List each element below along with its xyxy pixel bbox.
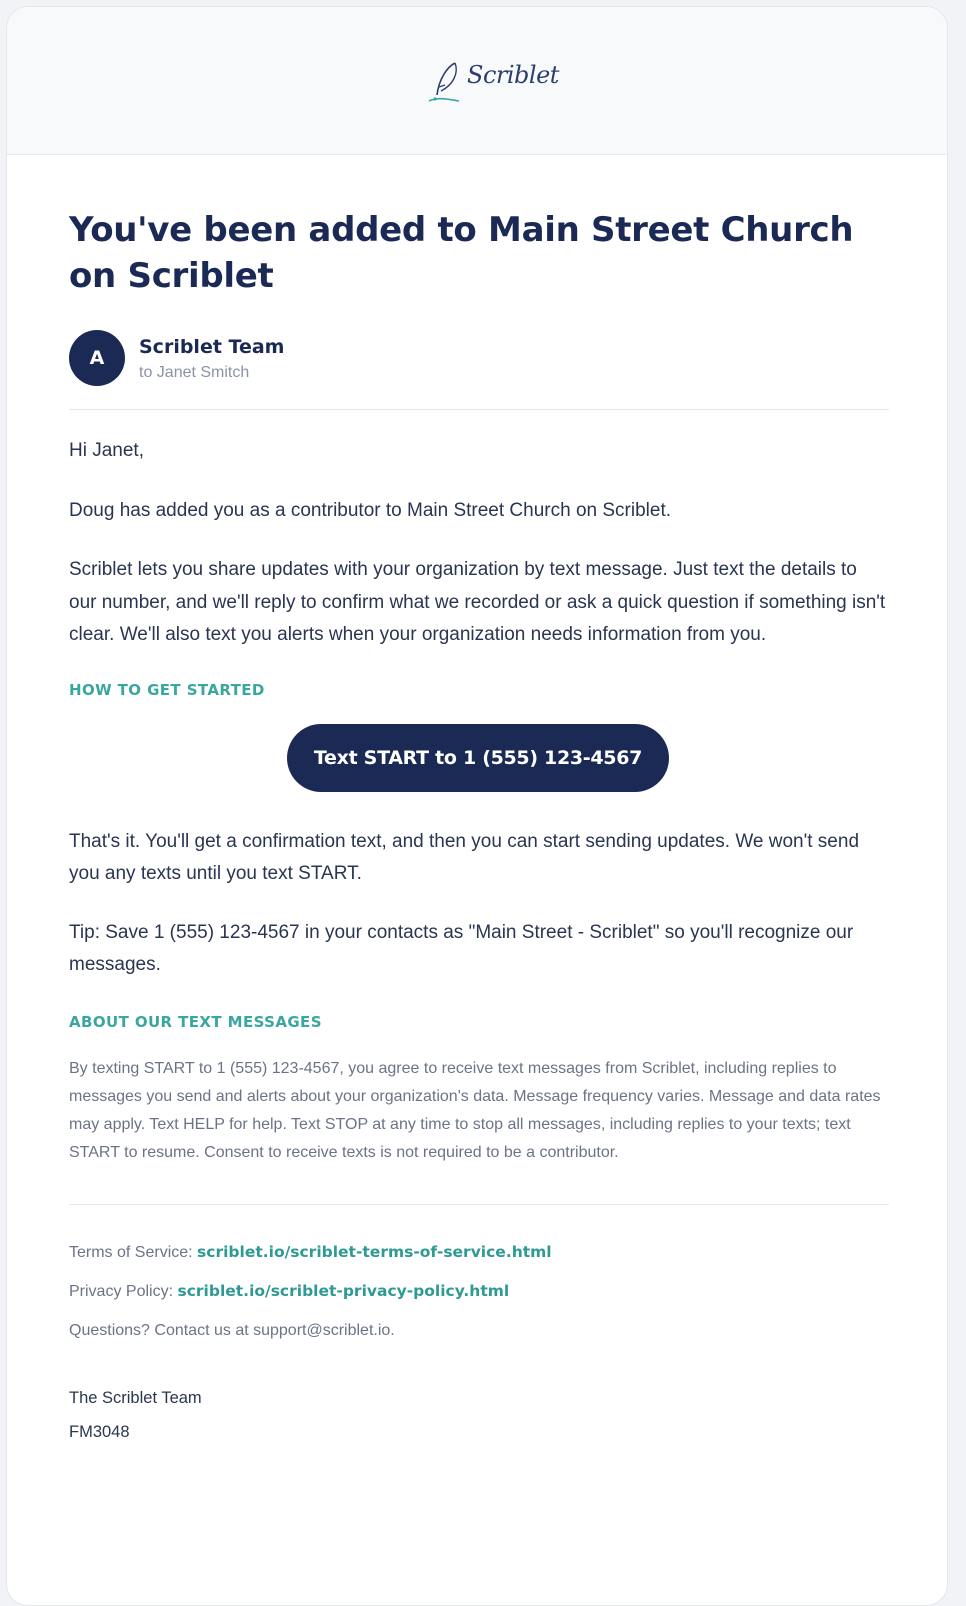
- recipient-line: to Janet Smitch: [139, 363, 250, 381]
- greeting: Hi Janet,: [69, 440, 144, 461]
- terms-link[interactable]: scriblet.io/scriblet-terms-of-service.html: [197, 1242, 552, 1261]
- reference-code: FM3048: [69, 1422, 130, 1441]
- scriblet-logo: [425, 57, 559, 107]
- sms-consent-text: By texting START to 1 (555) 123-4567, you agree to receive text messages from Scriblet, including replies to messages you send and alerts about your organization's data. Message frequency varies. Message and data rates may apply. Text HELP for help. Text STOP at any time to stop all messages, including replies to your texts; text START to resume. Consent to receive texts is not required to be a contributor.: [69, 1059, 881, 1162]
- sms-heading: ABOUT OUR TEXT MESSAGES: [69, 1012, 322, 1031]
- quill-icon: [425, 57, 469, 107]
- intro-paragraph: Doug has added you as a contributor to Main Street Church on Scriblet.: [69, 499, 672, 521]
- email-content: [69, 207, 889, 1443]
- how-to-heading: HOW TO GET STARTED: [69, 680, 265, 699]
- sender-name: Scriblet Team: [139, 335, 285, 358]
- email-header: [7, 7, 947, 155]
- terms-line: [69, 1241, 889, 1264]
- sender-block: [69, 327, 889, 389]
- sender-info: [139, 335, 284, 382]
- logo-wordmark: Scriblet: [467, 61, 559, 89]
- footer-divider: [69, 1204, 889, 1205]
- privacy-link[interactable]: scriblet.io/scriblet-privacy-policy.html: [177, 1281, 510, 1300]
- questions-line: Questions? Contact us at support@scriblet.io.: [69, 1321, 395, 1339]
- signoff: The Scriblet Team: [69, 1388, 202, 1407]
- confirmation-paragraph: That's it. You'll get a confirmation text, and then you can start sending updates. We won't send you any texts until you text START.: [69, 830, 860, 884]
- text-start-button[interactable]: Text START to 1 (555) 123-4567: [287, 724, 669, 792]
- privacy-label: Privacy Policy:: [69, 1282, 174, 1300]
- tip-paragraph: Tip: Save 1 (555) 123-4567 in your contacts as "Main Street - Scriblet" so you'll recognize our messages.: [69, 921, 854, 975]
- email-card: [6, 6, 948, 1606]
- divider: [69, 409, 889, 410]
- email-title: You've been added to Main Street Church on Scriblet: [69, 210, 854, 296]
- privacy-line: [69, 1280, 889, 1303]
- terms-label: Terms of Service:: [69, 1243, 193, 1261]
- description-paragraph: Scriblet lets you share updates with your organization by text message. Just text the details to our number, and we'll reply to confirm what we recorded or ask a quick question if something isn't clear. We'll also text you alerts when your organization needs information from you.: [69, 559, 886, 645]
- avatar: A: [69, 330, 125, 386]
- cta-wrap: [69, 724, 889, 792]
